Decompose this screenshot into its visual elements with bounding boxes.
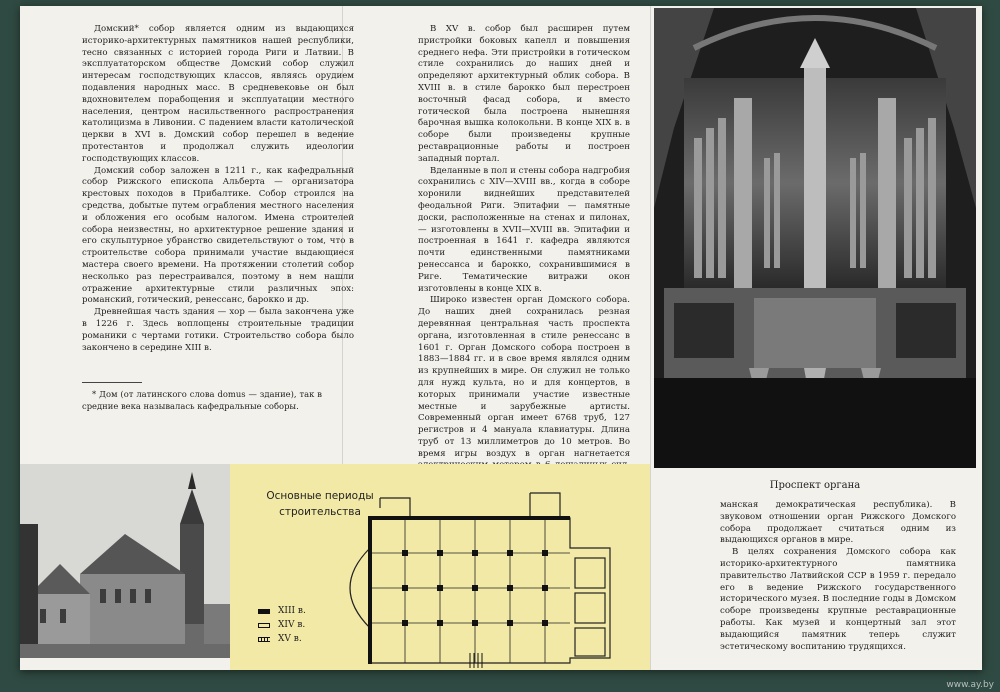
- paragraph: В XV в. собор был расширен путем пристройки боковых капелл и повышения среднего нефа. Эти пристройки в готическом стиле сохранились до наших дней и определяют архитектурный облик собора. В XVIII в. в стиле барокко был перестроен восточный фасад собора, и вместо готической была построена нынешняя барочная вышка колокольни. В конце XIX в. в соборе были произведены крупные реставрационные работы и построен западный портал.: [418, 24, 630, 164]
- legend-label: XIV в.: [278, 620, 306, 630]
- cathedral-photo: [20, 464, 230, 658]
- legend-label: XIII в.: [278, 606, 306, 616]
- legend-label: XV в.: [278, 634, 302, 644]
- watermark: www.ay.by: [946, 680, 994, 690]
- paragraph: Древнейшая часть здания — хор — была закончена уже в 1226 г. Здесь воплощены строительные традиции романики с чертами готики. Строительство собора было закончено в середине XIII в.: [82, 307, 354, 353]
- paragraph: Домский собор заложен в 1211 г., как кафедральный собор Рижского епископа Альберта — организатора крестовых походов в Прибалтике. Собор строился на средства, добытые путем ограбления местного населения и обложения его особым налогом. Имена строителей собора неизвестны, но архитектурное решение здания и его скульптурное убранство свидетельствуют о том, что в строительстве собора принимали участие выдающиеся мастера своего времени. На протяжении столетий собор несколько раз перестраивался, поэтому в нем нашли отражение архитектурные стили различных эпох: романский, готический, ренессанс, барокко и др.: [82, 165, 354, 306]
- legend-item: [258, 618, 306, 632]
- organ-caption: Проспект органа: [769, 480, 861, 491]
- floor-plan-panel: [230, 464, 650, 670]
- paragraph: Домский* собор является одним из выдающихся историко-архитектурных памятников нашей республики, тесно связанных с историей города Риги и Латвии. В эксплуататорском обществе Домский собор служил интересам господствующих классов, являясь орудием подавления народных масс. В средневековье он был вдохновителем порабощения и эксплуатации местного населения, центром насильственного распространения католицизма в Ливонии. С падением власти католической церкви в XVI в. Домский собор перешел в ведение протестантов и продолжал служить идеологии господствующих классов.: [82, 24, 354, 164]
- footnote-divider: [82, 382, 142, 383]
- legend-swatch-hatched: [258, 637, 270, 642]
- footnote-text: * Дом (от латинского слова domus — здание), так в средние века называлась кафедральные соборы.: [82, 389, 322, 411]
- footnote: [82, 388, 322, 412]
- paragraph: Широко известен орган Домского собора. До наших дней сохранилась резная деревянная центральная часть проспекта органа, изготовленная в стиле ренессанс в 1601 г. Орган Домского собора построен в 1883—1884 гг. и в свое время являлся одним из крупнейших в мире. Он служил не только для нужд культа, но и для концертов, в которых принимали участие известные местные и зарубежные артисты. Современный орган имеет 6768 труб, 127 регистров и 4 мануала клавиатуры. Длина труб от 13 миллиметров до 10 метров. Во время игры воздух в орган нагнетается: [418, 295, 630, 459]
- brochure: [20, 6, 982, 670]
- paragraph: В целях сохранения Домского собора как историко-архитектурного памятника правительство Латвийской ССР в 1959 г. передало его в ведение Рижского государственного исторического музея. В последние годы в Домском соборе произведены крупные реставрационные работы. Как музей и концертный зал этот выдающийся памятник теперь служит эстетическому воспитанию трудящихся.: [720, 547, 956, 652]
- legend-swatch-solid: [258, 609, 270, 614]
- floor-plan: [320, 478, 620, 668]
- legend-swatch-open: [258, 623, 270, 628]
- legend-item: [258, 632, 306, 646]
- left-text-column: [82, 24, 354, 354]
- middle-text-column: [418, 24, 630, 519]
- fold-line: [650, 6, 651, 670]
- paragraph: Вделанные в пол и стены собора надгробия сохранились с XIV—XVIII вв., когда в соборе хоронили виднейших представителей феодальной Риги. Эпитафии — памятные доски, расположенные на стенах и пилонах, — изготовлены в XVII—XVIII вв. Эпитафии и построенная в 1641 г. кафедра являются почти единственными памятниками ренессанса и барокко, сохранившимися в Риге. Тематические витражи окон изготовлены в конце XIX в.: [418, 165, 630, 294]
- right-text-column: [720, 500, 956, 653]
- organ-photo: [654, 8, 976, 468]
- plan-legend: [258, 604, 306, 646]
- paragraph: манская демократическая республика). В звуковом отношении орган Рижского Домского собора продолжает считаться одним из выдающихся органов в мире.: [720, 500, 956, 546]
- plan-title: Основные периоды строительства: [266, 490, 374, 518]
- legend-item: [258, 604, 306, 618]
